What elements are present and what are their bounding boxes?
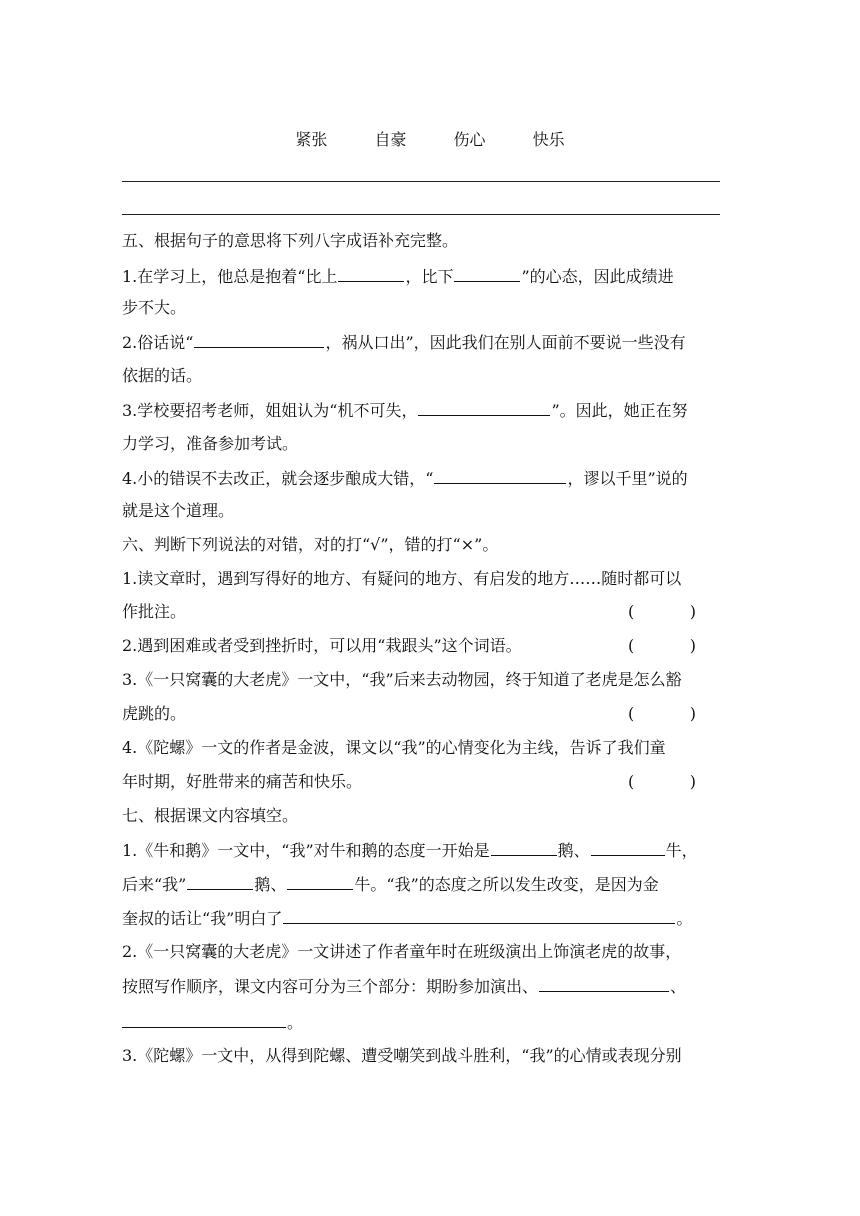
question-line: 2.遇到困难或者受到挫折时，可以用“栽跟头”这个词语。 [122,636,522,655]
answer-line[interactable] [122,181,720,182]
question-line: 按照写作顺序，课文内容可分为三个部分：期盼参加演出、 、 [122,974,742,998]
question-line: 依据的话。 [122,366,203,385]
question-line: 力学习，准备参加考试。 [122,434,299,453]
question-line: 4.《陀螺》一文的作者是金波，课文以“我”的心情变化为主线，告诉了我们童 [122,738,666,757]
fill-blank[interactable] [434,466,566,484]
fill-blank[interactable] [122,1010,286,1028]
fill-blank[interactable] [418,398,550,416]
question-line: 后来“我” 鹅、 牛。“我”的态度之所以发生改变，是因为金 [122,872,742,896]
word-bank-item: 快乐 [532,130,565,149]
fill-blank[interactable] [591,838,665,856]
question-line: 虎跳的。 [122,704,187,723]
word-bank [0,128,860,152]
answer-parentheses[interactable]: ( ) [628,772,696,791]
question-line: 年时期，好胜带来的痛苦和快乐。 [122,772,363,791]
answer-line[interactable] [122,214,720,215]
question-line: 作批注。 [122,602,187,621]
question-line: 3.《陀螺》一文中，从得到陀螺、遭受嘲笑到战斗胜利，“我”的心情或表现分别 [122,1046,682,1065]
question-line: 1.在学习上，他总是抱着“比上 ，比下 ”的心态，因此成绩进 [122,264,742,288]
question-line: 2.俗话说“ ，祸从口出”，因此我们在别人面前不要说一些没有 [122,330,742,354]
question-line: 1.《牛和鹅》一文中，“我”对牛和鹅的态度一开始是 鹅、 牛， [122,838,742,862]
word-bank-item: 紧张 [295,130,328,149]
question-line: 。 [122,1010,742,1034]
word-bank-item: 伤心 [453,130,486,149]
fill-blank[interactable] [194,330,324,348]
question-line: 3.《一只窝囊的大老虎》一文中，“我”后来去动物园，终于知道了老虎是怎么豁 [122,670,682,689]
question-line: 1.读文章时，遇到写得好的地方、有疑问的地方、有启发的地方……随时都可以 [122,569,682,588]
question-line: 4.小的错误不去改正，就会逐步酿成大错，“ ，谬以千里”说的 [122,466,742,490]
fill-blank[interactable] [454,264,520,282]
fill-blank[interactable] [287,872,353,890]
question-line: 奎叔的话让“我”明白了 。 [122,906,742,930]
answer-parentheses[interactable]: ( ) [628,602,696,621]
question-line: 就是这个道理。 [122,501,235,520]
section-heading: 五、根据句子的意思将下列八字成语补充完整。 [122,231,459,250]
answer-parentheses[interactable]: ( ) [628,636,696,655]
question-line: 步不大。 [122,298,187,317]
fill-blank[interactable] [187,872,253,890]
fill-blank[interactable] [283,906,675,924]
question-line: 2.《一只窝囊的大老虎》一文讲述了作者童年时在班级演出上饰演老虎的故事， [122,942,682,961]
fill-blank[interactable] [338,264,404,282]
fill-blank[interactable] [491,838,557,856]
question-line: 3.学校要招考老师，姐姐认为“机不可失， ”。因此，她正在努 [122,398,742,422]
answer-parentheses[interactable]: ( ) [628,704,696,723]
section-heading: 六、判断下列说法的对错，对的打“√”，错的打“×”。 [122,535,499,554]
fill-blank[interactable] [539,974,669,992]
section-heading: 七、根据课文内容填空。 [122,806,299,825]
word-bank-item: 自豪 [374,130,407,149]
